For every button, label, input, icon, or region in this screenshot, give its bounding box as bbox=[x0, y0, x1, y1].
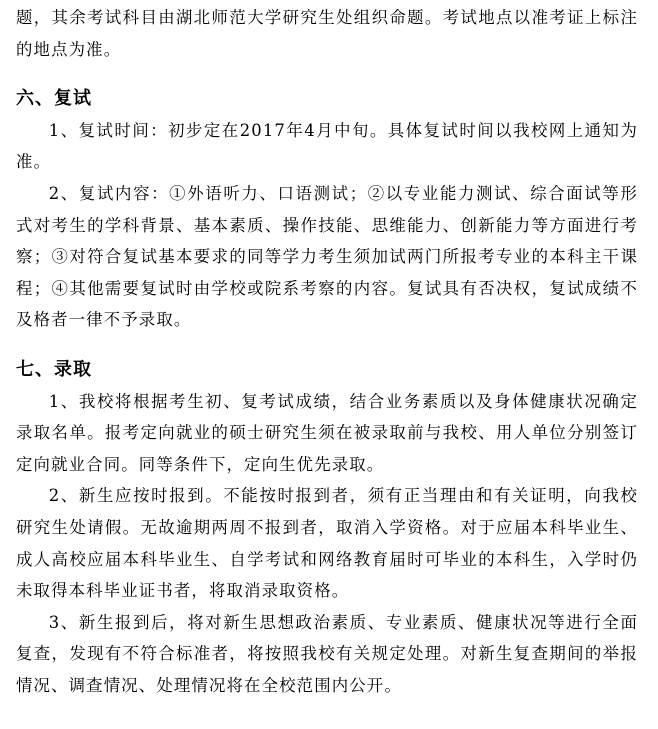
admission-registration-paragraph: 2、新生应按时报到。不能按时报到者，须有正当理由和有关证明，向我校研究生处请假。无故逾期两周不报到者，取消入学资格。对于应届本科毕业生、成人高校应届本科毕业生、自学考试和网络教育届时可毕业的本科生，入学时仍未取得本科毕业证书者，将取消录取资格。 bbox=[16, 486, 638, 601]
admission-review-paragraph: 3、新生报到后，将对新生思想政治素质、专业素质、健康状况等进行全面复查，发现有不符合标准者，将按照我校有关规定处理。对新生复查期间的举报情况、调查情况、处理情况将在全校范围内公开。 bbox=[16, 612, 638, 695]
retest-content-paragraph: 2、复试内容：①外语听力、口语测试；②以专业能力测试、综合面试等形式对考生的学科背景、基本素质、操作技能、思维能力、创新能力等方面进行考察；③对符合复试基本要求的同等学力考生须加试两门所报考专业的本科主干课程；④其他需要复试时由学校或院系考察的内容。复试具有否决权，复试成绩不及格者一律不予录取。 bbox=[16, 183, 638, 330]
intro-paragraph: 题，其余考试科目由湖北师范大学研究生处组织命题。考试地点以准考证上标注的地点为准。 bbox=[16, 8, 638, 59]
section-heading-admission: 七、录取 bbox=[16, 358, 92, 380]
admission-list-paragraph: 1、我校将根据考生初、复考试成绩，结合业务素质以及身体健康状况确定录取名单。报考定向就业的硕士研究生须在被录取前与我校、用人单位分别签订定向就业合同。同等条件下，定向生优先录取。 bbox=[16, 391, 638, 474]
section-heading-retest: 六、复试 bbox=[16, 88, 92, 110]
retest-time-paragraph: 1、复试时间：初步定在2017年4月中旬。具体复试时间以我校网上通知为准。 bbox=[16, 120, 638, 172]
